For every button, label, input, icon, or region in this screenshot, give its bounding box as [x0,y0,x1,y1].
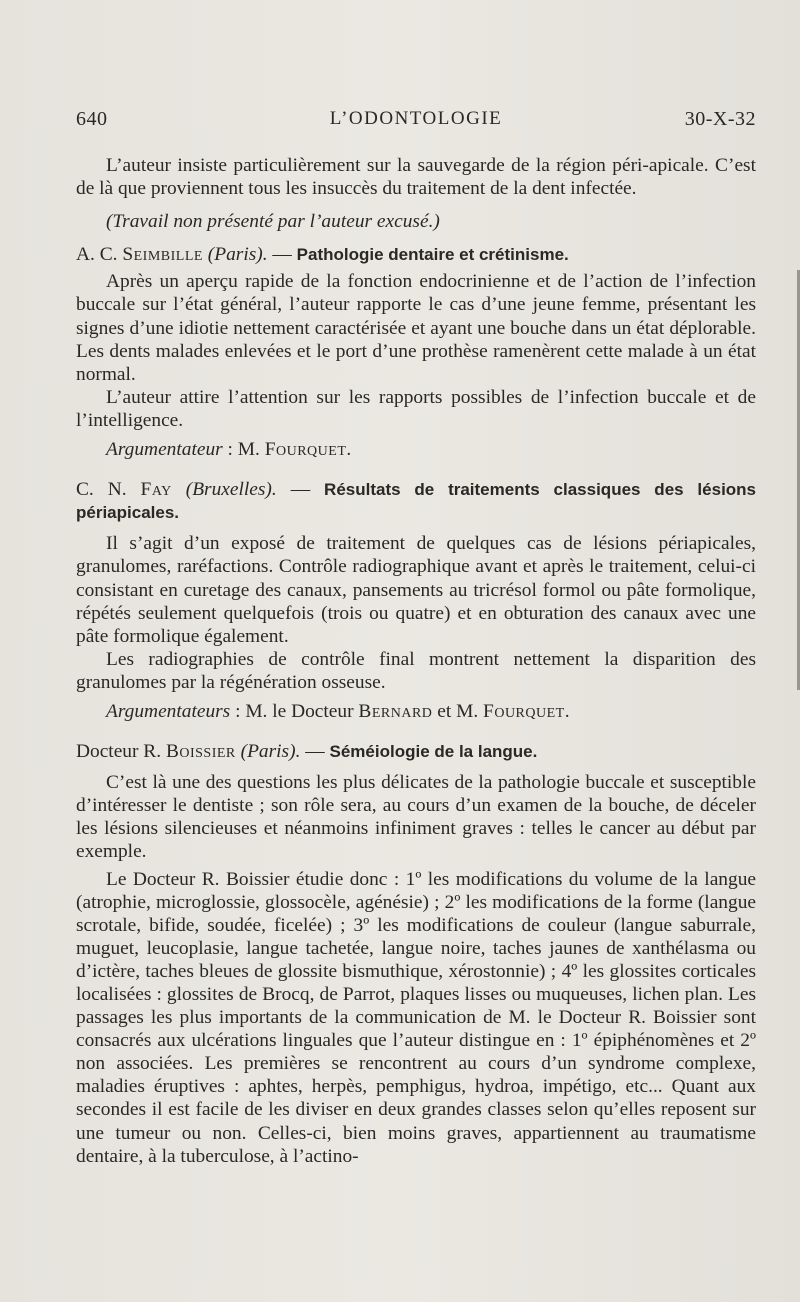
article-body [76,154,756,1168]
author-absent-note: (Travail non présenté par l’auteur excusé.) [106,211,440,233]
author-place: (Bruxelles). [171,479,277,501]
paragraph: Après un aperçu rapide de la fonction endocrinienne et de l’action de l’infection buccale sur l’état général, l’auteur rapporte le cas d’une jeune femme, présentant les signes d’une idiotie nettement caractérisée et ayant une bouche dans un état déplorable. Les dents malades enlevées et le port d’une prothèse ramenèrent cette malade à un état normal. [76,271,756,385]
author-initials: C. N. [76,479,141,501]
paragraph: Il s’agit d’un exposé de traitement de quelques cas de lésions périapicales, granulomes, raréfactions. Contrôle radiographique avant et après le traitement, celui-ci consistant en curetage des canaux, pansements au tricrésol formol ou pâte formolique, répétés seulement quelquefois (trois ou quatre) et en obturation des canaux avec une pâte formolique également. [76,533,756,647]
author-place: (Paris). [202,244,268,266]
author-place: (Paris). [235,741,301,763]
page-number: 640 [76,108,108,130]
paragraph: L’auteur insiste particulièrement sur la sauvegarde de la région péri-apicale. C’est de là que proviennent tous les insuccès du traitement de la dent infectée. [76,155,756,200]
author-initials: Docteur R. [76,741,166,763]
dash: — [267,244,297,266]
paragraph: C’est là une des questions les plus délicates de la pathologie buccale et susceptible d’intéresser le dentiste ; son rôle sera, au cours d’un examen de la bouche, de déceler les lésions silencieuses et néanmoins infiniment graves : telles le cancer au début par exemple. [76,772,756,863]
entry-heading [76,243,756,266]
paragraph: Les radiographies de contrôle final montrent nettement la disparition des granulomes par la régénération osseuse. [76,648,756,693]
author-name: Fay [140,479,172,501]
discussant-name: Bernard [358,700,433,722]
journal-title: L’ODONTOLOGIE [329,108,503,129]
issue-date: 30-X-32 [684,108,756,130]
dash: — [300,741,330,763]
entry-title: Résultats de traitements classiques des lésions périapicales. [76,480,757,523]
entry-heading [76,740,756,763]
discussant-line: Argumentateur : M. Fourquet. [106,439,352,461]
discussant-label: Argumentateurs [106,700,231,722]
discussant-line: Argumentateurs : M. le Docteur Bernard et M. Fourquet. [106,700,570,722]
discussant-name: Fourquet [483,700,565,722]
entry-title: Pathologie dentaire et crétinisme. [296,245,569,265]
entry-title: Séméiologie de la langue. [329,742,538,762]
discussant-name: Fourquet [264,439,347,461]
entry-heading [76,478,756,524]
dash: — [276,479,325,501]
author-name: Boissier [165,741,236,763]
author-initials: A. C. [76,244,123,266]
discussant-label: Argumentateur [106,439,223,461]
author-name: Seimbille [122,244,203,266]
paragraph: Le Docteur R. Boissier étudie donc : 1º les modifications du volume de la langue (atrophie, microglossie, glossocèle, agénésie) ; 2º les modifications de la forme (langue scrotale, bifide, soudée, ficelée) ; 3º les modifications de couleur (langue saburrale, muguet, leucoplasie, langue tachetée, langue noire, taches jaunes de xanthélasma ou d’ictère, taches bleues de glossite bismuthique, xérostonnie) ; 4º les glossites corticales localisées : glossites de Brocq, de Parrot, plaques lisses ou muqueuses, lichen plan. Les passages les plus importants de la communication de M. le Docteur R. Boissier sont consacrés aux ulcérations linguales que l’auteur distingue en : 1º épiphénomènes et 2º non associées. Les premières se rencontrent au cours d’un syndrome complexe, maladies éruptives : aphtes, herpès, pemphigus, hydroa, impétigo, etc... Quant aux secondes il est facile de les diviser en deux grandes classes selon qu’elles reposent sur une tumeur ou non. Celles-ci, bien moins graves, appartiennent au traumatisme dentaire, à la tuberculose, à l’actino- [76,868,756,1167]
paragraph: L’auteur attire l’attention sur les rapports possibles de l’infection buccale et de l’intelligence. [76,386,756,431]
